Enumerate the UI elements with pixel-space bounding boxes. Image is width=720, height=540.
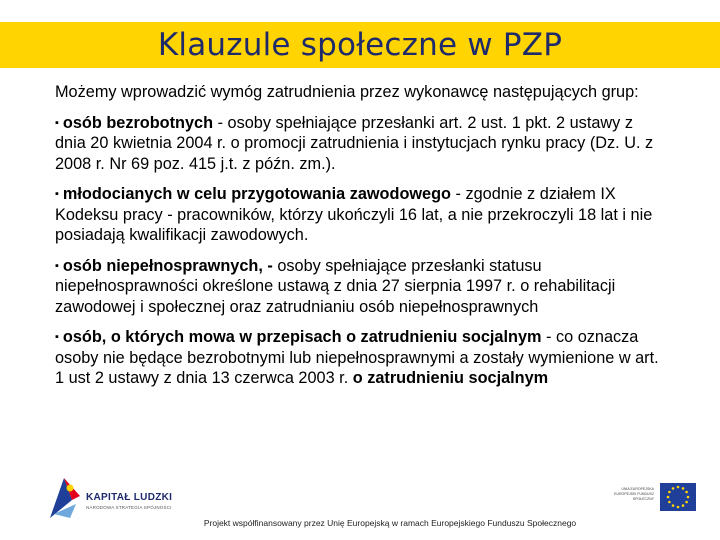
bullet-3 bbox=[55, 256, 665, 318]
bullet-3-bold: osób niepełnosprawnych, - bbox=[62, 256, 273, 275]
left-logo-title: KAPITAŁ LUDZKI bbox=[86, 492, 173, 503]
bullet-2 bbox=[55, 184, 665, 246]
left-logo-subtitle: NARODOWA STRATEGIA SPÓJNOŚCI bbox=[86, 505, 172, 510]
bullet-2-bold: młodocianych w celu przygotowania zawodowego bbox=[62, 185, 451, 203]
footer-text: Projekt współfinansowany przez Unię Europejską w ramach Europejskiego Funduszu Społecznego bbox=[203, 518, 577, 528]
bullet-1-bold: osób bezrobotnych bbox=[62, 113, 214, 132]
right-logo-label: UNIA EUROPEJSKA EUROPEJSKI FUNDUSZ SPOŁECZNY bbox=[614, 487, 654, 501]
intro-text: Możemy wprowadzić wymóg zatrudnienia przez wykonawcę następujących grup: bbox=[55, 83, 639, 101]
eu-flag-logo bbox=[598, 482, 698, 514]
bullet-4-text: - co oznacza osoby nie będące bezrobotnymi lub niepełnosprawnymi a zostały wymienione w art. 1 ust 2 ustawy z dnia 13 czerwca 2003 r. bbox=[55, 328, 659, 387]
bullet-4-bold: osób, o których mowa w przepisach o zatrudnieniu socjalnym bbox=[62, 328, 542, 346]
bullet-marker: ▪ bbox=[55, 188, 59, 200]
slide-content bbox=[55, 82, 665, 399]
bullet-marker: ▪ bbox=[55, 331, 59, 343]
logo-star bbox=[67, 485, 74, 492]
bullet-marker: ▪ bbox=[55, 116, 59, 129]
bullet-3-text: osoby spełniające przesłanki statusu niepełnosprawności określone ustawą z dnia 27 sierpnia 1997 r. o rehabilitacji zawodowej i społecznej oraz zatrudnianiu osób niepełnosprawnych bbox=[55, 256, 616, 316]
bullet-4 bbox=[55, 327, 665, 389]
bullet-4-bold-end: o zatrudnieniu socjalnym bbox=[352, 369, 549, 387]
bullet-marker: ▪ bbox=[55, 259, 59, 272]
bullet-2-text: - zgodnie z działem IX Kodeksu pracy - pracowników, którzy ukończyli 16 lat, a nie przekroczyli 18 lat i nie posiadają kwalifikacji zawodowych. bbox=[55, 185, 653, 244]
slide-title: Klauzule społeczne w PZP bbox=[157, 27, 563, 63]
bullet-1 bbox=[55, 113, 665, 175]
bullet-1-text: - osoby spełniające przesłanki art. 2 ust. 1 pkt. 2 ustawy z dnia 20 kwietnia 2004 r. o promocji zatrudnienia i instytucjach rynku pracy (Dz. U. z 2008 r. Nr 69 poz. 415 j.t. z późn. zm.). bbox=[55, 113, 654, 173]
